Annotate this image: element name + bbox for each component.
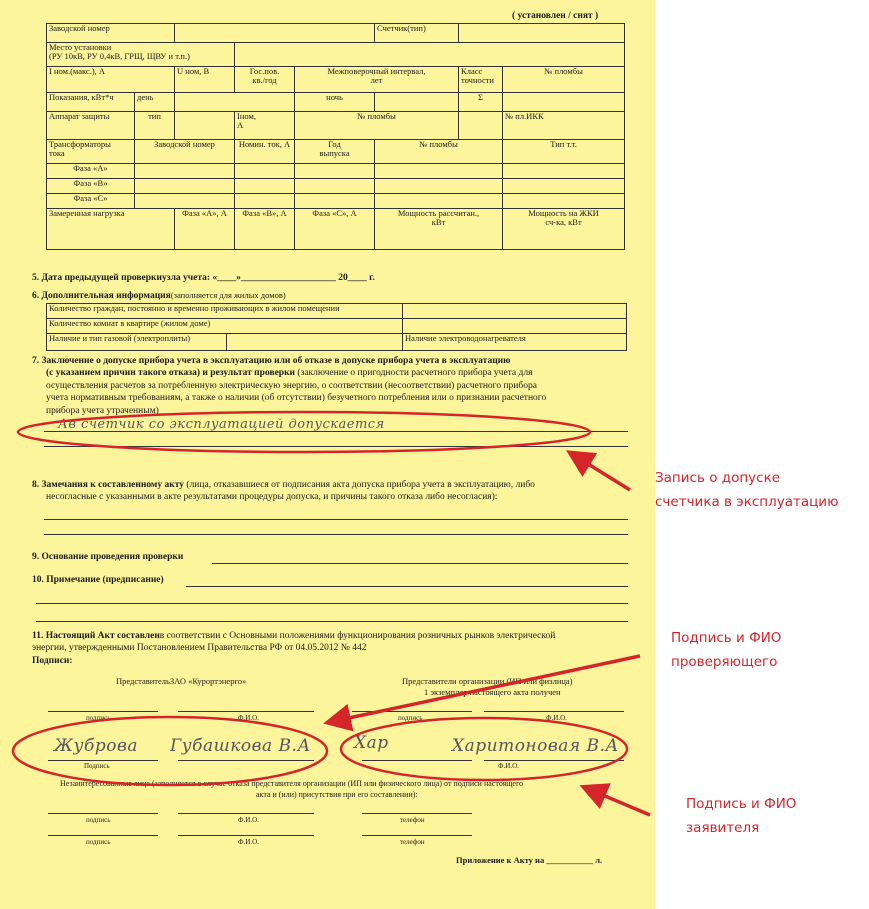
cell-phase-c: Фаза «С» (47, 194, 135, 209)
annotation-applicant: Подпись и ФИО заявителя (686, 796, 797, 836)
applicant-full-name: Харитоновая В.А (452, 736, 619, 756)
applicant-signature-ellipse (341, 718, 627, 780)
annotation-inspector: Подпись и ФИО проверяющего (671, 630, 782, 670)
section10-note: 10. Примечание (предписание) (32, 575, 164, 585)
section11-text: 11. Настоящий Акт составленв соответствии с Основными положениями функционирования розничных рынков электрической энергии, утвержденными Постановлением Правительства РФ от 04.05.2012 № 442 Подписи: (32, 631, 556, 666)
cell-load-a: Фаза «А», А (175, 209, 235, 250)
cell-measured-load: Замеренная нагрузка (47, 209, 175, 250)
admission-entry-ellipse (18, 412, 590, 452)
disinterested-persons-2: акта и (или) присутствия при его составлении): (256, 790, 418, 799)
cell-factory-number: Заводской номер (47, 24, 175, 43)
cell-residents: Количество граждан, постоянно и временно проживающих в жилом помещении (47, 304, 403, 319)
cell-water-heater: Наличие электроводонагревателя (403, 334, 627, 351)
cell-i-nom: I ном.(макс.), А (47, 67, 175, 93)
cell-ikk: № пл.ИКК (503, 112, 625, 140)
cell-protection-type: тип (135, 112, 175, 140)
applicant-signature: Хар (354, 733, 389, 753)
cell-interval: Межповерочный интервал, лет (295, 67, 459, 93)
cell-factory-number2: Заводской номер (135, 140, 235, 164)
cell-accuracy: Класс точности (459, 67, 503, 93)
copy-received: 1 экземпляр настоящего акта получен (424, 687, 561, 697)
cell-meter-type: Счетчик(тип) (375, 24, 459, 43)
admission-handwritten-entry: Ав счётчик со эксплуатацией допускается (58, 417, 385, 432)
cell-verification: Гос.пов. кв./год (235, 67, 295, 93)
appendix-note: Приложение к Акту на ___________ л. (456, 855, 603, 865)
inspector-signature-ellipse (13, 717, 327, 785)
cell-transformers: Трансформаторы тока (47, 140, 135, 164)
section7-text: 7. Заключение о допуске прибора учета в эксплуатацию или об отказе в допуске прибора учета в эксплуатацию (с указанием причин такого отказа) и результат проверки (заключение о пригодности расчетного прибора учета для осуществления расчетов за потребленную электрическую энергию, о соответствии (несоответствии) расчетного прибора учета нормативным требованиям, а также о наличии (об отсутствии) безучетного потребления или о признании расчетного прибора учета утраченным) (32, 356, 547, 416)
cell-phase-a: Фаза «А» (47, 164, 135, 179)
cell-power-zhki: Мощность на ЖКИ сч-ка, кВт (503, 209, 625, 250)
section9-basis: 9. Основание проведения проверки (32, 552, 184, 562)
cell-protection: Аппарат защиты (47, 112, 135, 140)
cell-seals2: № пломбы (295, 112, 459, 140)
cell-install-place: Место установки (РУ 10кВ, РУ 0,4кВ, ГРЩ, ЩВУ и т.п.) (47, 43, 235, 67)
arrow-inspector (330, 656, 640, 722)
cell-day: день (135, 93, 175, 112)
annotation-admission-record: Запись о допуске счетчика в эксплуатацию (655, 470, 839, 510)
cell-seals: № пломбы (503, 67, 625, 93)
disinterested-persons-1: Незаинтересованные лица (заполняется в случае отказа представителя организации (ИП или физического лица) от подписи настоящего (60, 779, 524, 788)
cell-seals3: № пломбы (375, 140, 503, 164)
cell-rooms: Количество комнат в квартире (жилом доме) (47, 319, 403, 334)
section5-date: 5. Дата предыдущей проверкиузла учета: «____»____________________ 20____ г. (32, 273, 375, 283)
cell-gas-stove: Наличие и тип газовой (электроплиты) (47, 334, 227, 351)
meter-status: ( установлен / снят ) (512, 11, 599, 21)
section8-text: 8. Замечания к составленному акту (лица, отказавшиеся от подписания акта допуска прибора учета в эксплуатацию, либо несогласные с указанными в акте результатами процедуры допуска, и причины такого отказа либо несогласия): (32, 480, 535, 503)
cell-i-nom-a: Iном, А (235, 112, 295, 140)
inspector-full-name: Губашкова В.А (170, 736, 311, 756)
representative-left: ПредставительЗАО «Курортэнерго» (116, 676, 247, 686)
cell-phase-b: Фаза «В» (47, 179, 135, 194)
inspector-signature: Жуброва (54, 736, 138, 756)
cell-sigma: Σ (459, 93, 503, 112)
arrow-applicant (586, 788, 650, 815)
section6-title: 6. Дополнительная информация(заполняется для жилых домов) (32, 290, 286, 301)
cell-readings: Показания, кВт*ч (47, 93, 135, 112)
arrow-admission (572, 454, 630, 490)
cell-tt-type: Тип т.т. (503, 140, 625, 164)
cell-u-nom: U ном, В (175, 67, 235, 93)
cell-load-b: Фаза «В», А (235, 209, 295, 250)
cell-night: ночь (295, 93, 375, 112)
cell-power-calc: Мощность рассчитан., кВт (375, 209, 503, 250)
cell-load-c: Фаза «С», А (295, 209, 375, 250)
act-form-sheet: ( установлен / снят ) Заводской номер Счетчик(тип) Место установки (РУ 10кВ, РУ 0,4кВ, ГРЩ, ЩВУ и т.п.) I ном.(макс.), А U ном, В Гос.пов. кв./год Межповерочный интервал, лет Класс точности № пломбы Показания, кВт*ч день ночь Σ Аппарат защиты тип Iном, А № пломбы № пл.ИКК Трансформаторы тока Заводской номер Номин. ток, А Год выпуска № пломбы Тип т.т. Фаза «А» Фаза «В» Фаза «С» Замеренная нагрузка Фаза «А», А Фаза «В», А Фаза «С», А Мощность рассчитан., кВт Мощность на ЖКИ сч-ка, кВт 5. Дата предыдущей проверкиузла учета: «____»____________________ 20____ г. 6. Дополнительная информация(заполняется для жилых домов) Количество граждан, постоянно и временно проживающих в жилом помещении Количество комнат в квартире (жилом доме) Наличие и тип газовой (электроплиты) Наличие электроводонагревателя 7. Заключение о допуске прибора учета в эксплуатацию или об отказе в допуске прибора учета в эксплуатацию (с указанием причин такого отказа) и результат проверки (заключение о пригодности расчетного прибора учета для осуществления расчетов за потребленную электрическую энергию, о соответствии (несоответствии) расчетного прибора учета нормативным требованиям, а также о наличии (об отсутствии) безучетного потребления или о признании расчетного прибора учета утраченным) Ав счётчик со эксплуатацией допускается 8. Замечания к составленному акту (лица, отказавшиеся от подписания акта допуска прибора учета в эксплуатацию, либо несогласные с указанными в акте результатами процедуры допуска, и причины такого отказа либо несогласия): 9. Основание проведения проверки 10. Примечание (предписание) 11. Настоящий Акт составленв соответствии с Основными положениями функционирования розничных рынков электрической энергии, утвержденными Постановлением Правительства РФ от 04.05.2012 № 442 Подписи: ПредставительЗАО «Курортэнерго» Представители организации (ИП или физлица) 1 экземпляр настоящего акта получен подпись Ф.И.О. подпись Ф.И.О. Жуброва Губашкова В.А Хар Харитоновая В.А Подпись Ф.И.О. Незаинтересованные лица (заполняется в случае отказа представителя организации (ИП или физического лица) от подписи настоящего акта и (или) присутствия при его составлении): подпись Ф.И.О. телефон подпись Ф.И.О. телефон Приложение к Акту на ___________ л. (0, 0, 655, 909)
cell-year: Год выпуска (295, 140, 375, 164)
representative-right: Представители организации (ИП или физлица) (402, 676, 573, 686)
cell-nominal-current: Номин. ток, А (235, 140, 295, 164)
